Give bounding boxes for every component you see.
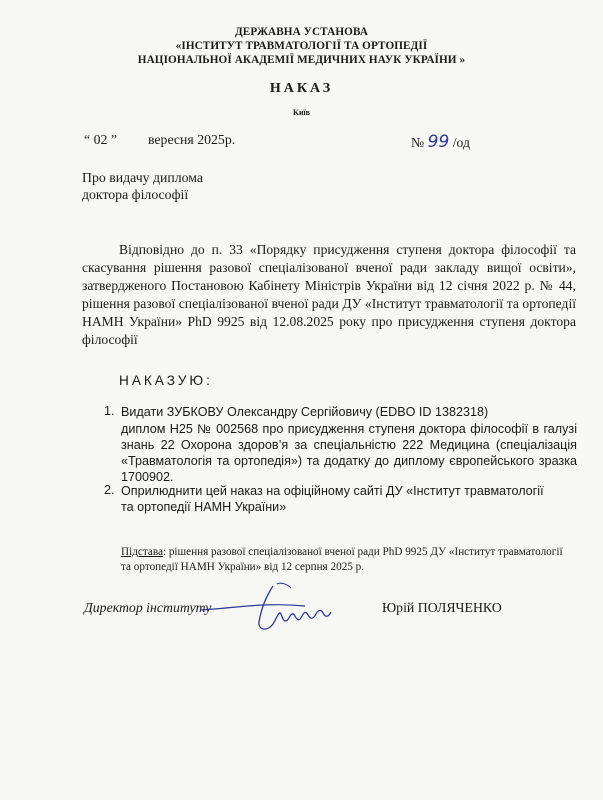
header-academy-name: НАЦІОНАЛЬНОЇ АКАДЕМІЇ МЕДИЧНИХ НАУК УКРАЇНИ »	[137, 54, 466, 66]
item-1-text: диплом Н25 № 002568 про присудження ступеня доктора філософії в галузі знань 22 Охорона здоров’я за спеціальністю 222 Медицина (спеціалізація «Травматологія та ортопедія») та додатку до диплому європейського зразка 1700902.	[121, 422, 577, 484]
preamble-paragraph: Відповідно до п. 33 «Порядку присудження ступеня доктора філософії та скасування рішення разової спеціалізованої вченої ради закладу вищої освіти», затвердженого Постановою Кабінету Міністрів України від 12 січня 2022 р. № 44, рішення разової спеціалізованої вченої ради ДУ «Інститут травматології та ортопедії НАМН України» PhD 9925 від 12.08.2025 року про присудження ступеня доктора філософії	[82, 242, 576, 347]
subject-line-1: Про видачу диплома	[82, 170, 204, 185]
order-number-suffix: /од	[452, 135, 471, 150]
order-number	[411, 132, 470, 152]
header-institution-name: «ІНСТИТУТ ТРАВМАТОЛОГІЇ ТА ОРТОПЕДІЇ	[175, 40, 428, 52]
basis-label: Підстава	[121, 546, 163, 558]
order-number-handwritten: 99	[427, 132, 450, 152]
signatory-position: Директор інституту	[84, 600, 212, 615]
item-1-first-line: Видати ЗУБКОВУ Олександру Сергійовичу (EDBO ID 1382318)	[121, 405, 489, 419]
item-2-number: 2.	[104, 483, 115, 497]
date-month-year: вересня 2025р.	[148, 132, 236, 147]
document-title: НАКАЗ	[269, 81, 334, 96]
item-2-first-line: Оприлюднити цей наказ на офіційному сайті ДУ «Інститут травматології	[121, 484, 544, 498]
order-number-prefix: №	[411, 135, 425, 150]
signatory-name: Юрій ПОЛЯЧЕНКО	[382, 600, 502, 615]
basis-note	[121, 545, 571, 575]
item-2-text: та ортопедії НАМН України»	[121, 500, 287, 514]
subject-line-2: доктора філософії	[82, 187, 189, 202]
date-day: “ 02 ”	[84, 132, 117, 147]
document-city: Київ	[293, 108, 310, 117]
director-signature	[195, 580, 345, 640]
header-institution-type: ДЕРЖАВНА УСТАНОВА	[235, 26, 368, 38]
item-1-number: 1.	[104, 404, 115, 418]
basis-text: : рішення разової спеціалізованої вченої ради PhD 9925 ДУ «Інститут травматології та ортопедії НАМН України» від 12 серпня 2025 р.	[121, 546, 563, 573]
order-heading: НАКАЗУЮ:	[119, 373, 213, 388]
